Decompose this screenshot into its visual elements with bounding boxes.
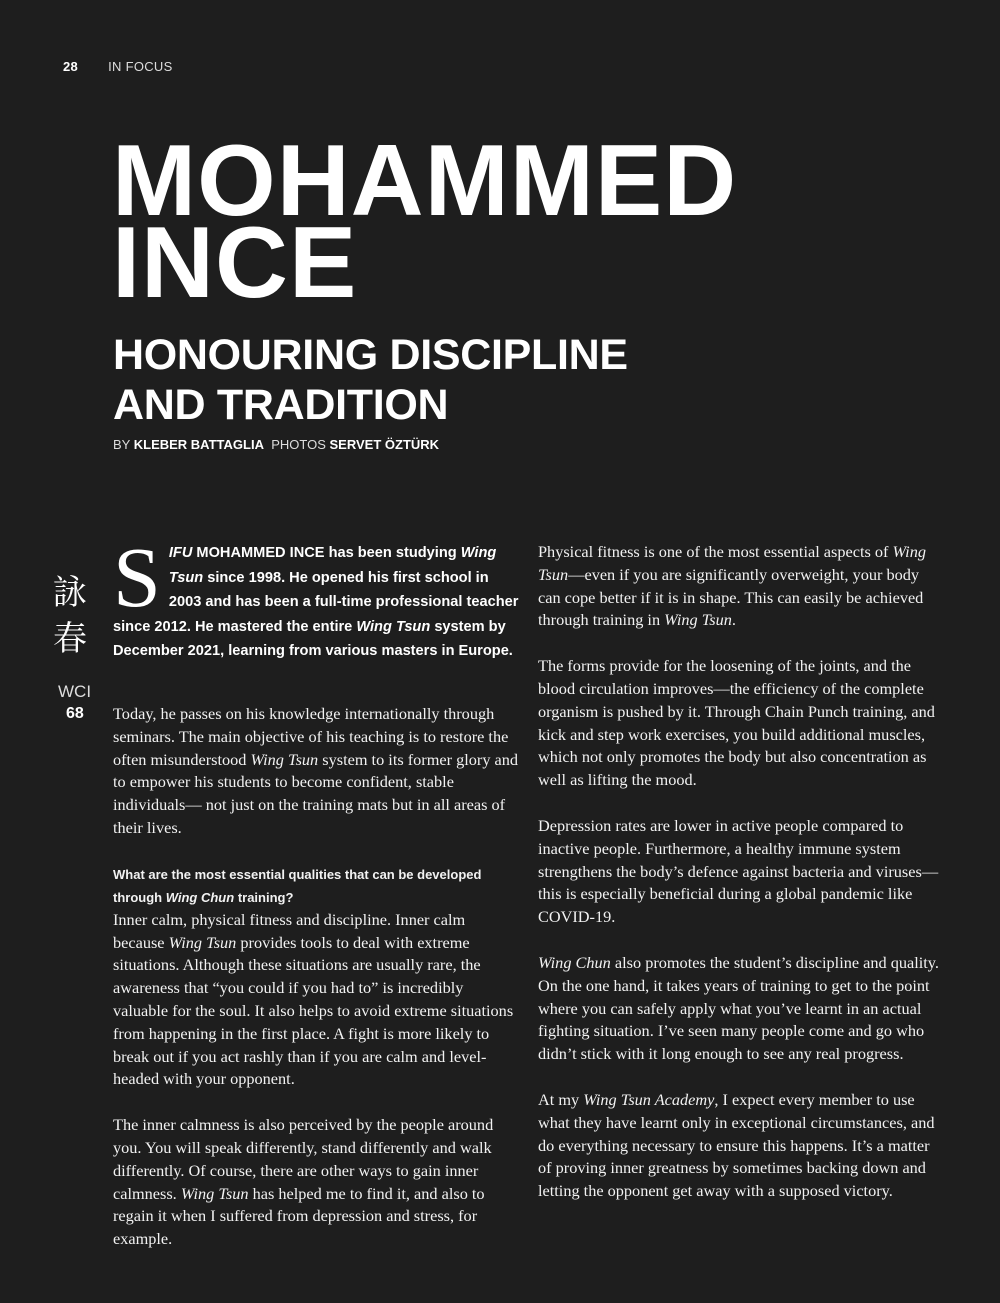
text-run: training?: [234, 889, 294, 905]
left-column: [113, 703, 519, 1274]
text-run: also promotes the student’s discipline and quality. On the one hand, it takes years of training to get to the point where you can safely apply what you’ve learnt in an actual fighting situation. I’ve seen many people come and go who didn’t stick with it long enough to see any real progress.: [538, 952, 939, 1064]
title-line-1: MOHAMMED: [112, 125, 738, 237]
cjk-char-2: 春: [53, 619, 87, 659]
text-run: system by December 2021, learning from various masters in Europe.: [113, 618, 513, 659]
italic-text: Wing Tsun: [664, 610, 732, 630]
body-paragraph: [538, 655, 942, 792]
italic-text: Wing Tsun: [180, 1183, 249, 1203]
text-run: Physical fitness is one of the most essential aspects of: [538, 542, 893, 561]
section-label: IN FOCUS: [108, 59, 173, 74]
page-number: 28: [63, 59, 79, 74]
cjk-char-1: 詠: [53, 573, 87, 613]
text-run: At my: [538, 1089, 584, 1109]
body-paragraph: [538, 1089, 942, 1203]
byline-photos: PHOTOS: [271, 437, 326, 452]
article-title: [112, 125, 738, 319]
wing-chun-characters: [40, 570, 100, 662]
photographer-name: SERVET ÖZTÜRK: [329, 437, 440, 452]
text-run: The inner calmness is also perceived by the people around you. You will speak differently, stand differently and walk differently. Of course, there are other ways to gain inner calmness.: [113, 1115, 494, 1203]
subtitle-line-1: HONOURING DISCIPLINE: [113, 331, 628, 379]
byline-by: BY: [113, 437, 131, 452]
text-run: Inner calm, physical fitness and discipline. Inner calm because: [113, 909, 466, 952]
text-run: —even if you are significantly overweight, your body can cope better if it is in shape. This can easily be achieved through training in: [538, 564, 924, 630]
text-run: What are the most essential qualities that can be developed through: [113, 866, 482, 905]
article-subtitle: [113, 330, 628, 430]
italic-text: Wing Tsun: [538, 542, 926, 584]
body-paragraph: [113, 1114, 519, 1251]
folio: [63, 59, 173, 74]
italic-text: Wing Tsun Academy: [583, 1089, 715, 1109]
magazine-label: WCI: [58, 682, 92, 701]
text-run: Today, he passes on his knowledge internationally through seminars. The main objective of his teaching is to restore the often misunderstood: [113, 704, 509, 769]
lead-paragraph: [113, 529, 519, 664]
lead-text: [113, 529, 519, 659]
body-paragraph: [113, 909, 519, 1091]
text-run: The forms provide for the loosening of the joints, and the blood circulation improves—the efficiency of the complete organism is pushed by it. Through Chain Punch training, and kick and step work exercises, you build additional muscles, which not only promotes the body but also concentration as well as lifting the mood.: [538, 656, 935, 790]
text-run: provides tools to deal with extreme situations. Although these situations are usually rare, the awareness that “you could if you had to” is incredibly valuable for the soul. It also helps to avoid extreme situations from happening in the first place. A fight is more likely to break out if you act rashly than if you are calm and level-headed with your opponent.: [113, 932, 514, 1089]
interview-question: [113, 863, 519, 909]
italic-text: Wing Chun: [165, 889, 235, 905]
text-run: has helped me to find it, and also to regain it when I suffered from depression and stress, for example.: [113, 1183, 485, 1249]
body-paragraph: [538, 815, 942, 929]
text-run: Depression rates are lower in active people compared to inactive people. Furthermore, a healthy immune system strengthens the body’s defence against bacteria and viruses—this is especially beneficial during a global pandemic like COVID-19.: [538, 815, 939, 927]
body-paragraph: [113, 703, 519, 840]
issue-number: 68: [66, 705, 84, 722]
italic-text: Wing Tsun: [356, 618, 431, 635]
text-run: since 1998. He opened his first school in 2003 and has been a full-time professional teacher since 2012. He mastered the entire: [113, 569, 519, 635]
subtitle-line-2: AND TRADITION: [113, 381, 449, 429]
text-run: , I expect every member to use what they have learnt only in exceptional circumstances, and do everything necessary to ensure this happens. It’s a matter of proving inner greatness by sometimes backing down and letting the opponent get away with a supposed victory.: [538, 1089, 935, 1201]
text-run: .: [731, 610, 736, 630]
right-column: [538, 541, 942, 1226]
italic-text: IFU: [168, 545, 193, 561]
text-run: MOHAMMED INCE has been studying: [192, 545, 461, 561]
italic-text: Wing Tsun: [250, 749, 319, 769]
byline: [113, 437, 439, 452]
italic-text: Wing Chun: [538, 952, 611, 972]
italic-text: Wing Tsun: [168, 932, 237, 952]
drop-cap: S: [113, 529, 161, 625]
body-paragraph: [538, 541, 942, 632]
body-paragraph: [538, 952, 942, 1066]
text-run: system to its former glory and to empower his students to become confident, stable individuals— not just on the training mats but in all areas of their lives.: [113, 749, 519, 837]
title-line-2: INCE: [112, 207, 358, 319]
italic-text: Wing Tsun: [168, 545, 497, 586]
author-name: KLEBER BATTAGLIA: [133, 437, 264, 452]
